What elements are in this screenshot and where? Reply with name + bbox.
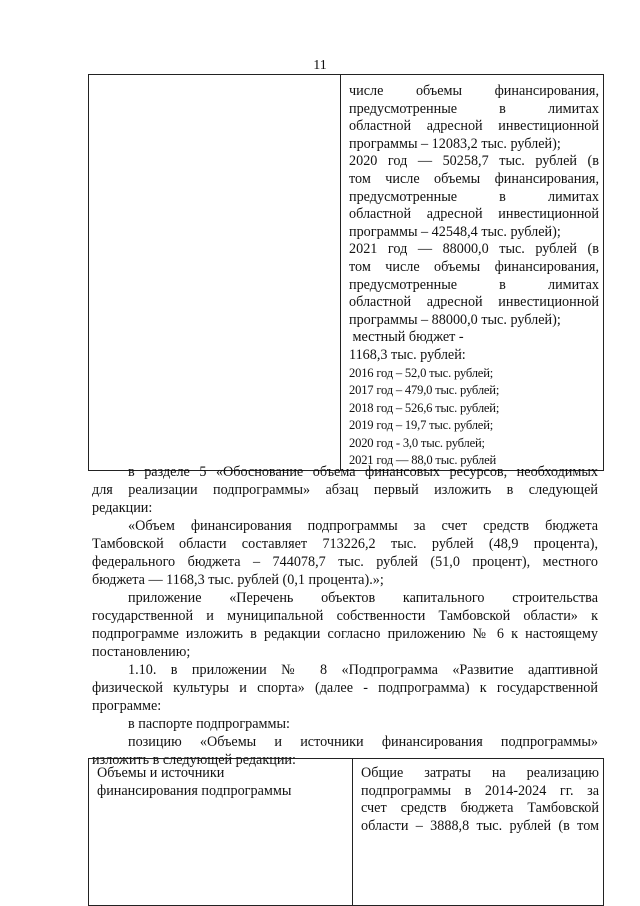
- text-line: 1168,3 тыс. рублей:: [349, 346, 466, 363]
- table-right-cell: [341, 75, 604, 471]
- body-text: [92, 463, 598, 769]
- text-line: счет средств бюджета Тамбовской: [361, 800, 599, 817]
- paragraph-line: изложить в следующей редакции:: [92, 752, 296, 768]
- year-line: 2021 год — 88,0 тыс. рублей: [349, 453, 497, 468]
- paragraph-line: для реализации подпрограммы» абзац первый изложить в следующей: [92, 482, 598, 498]
- paragraph-line: государственной и муниципальной собственности Тамбовской области» к: [92, 608, 598, 624]
- page-number: 11: [313, 58, 327, 73]
- row-label-line: финансирования подпрограммы: [97, 782, 292, 799]
- text-line: областной адресной инвестиционной: [349, 294, 599, 311]
- year-line: 2018 год – 526,6 тыс. рублей;: [349, 400, 500, 415]
- text-line: том числе объемы финансирования,: [349, 170, 599, 187]
- text-line: области – 3888,8 тыс. рублей (в том: [361, 817, 599, 834]
- funding-table-continuation: [88, 74, 604, 471]
- table-left-cell: [89, 75, 341, 471]
- text-line: предусмотренные в лимитах: [349, 276, 599, 293]
- text-line: местный бюджет -: [349, 329, 464, 346]
- text-line: числе объемы финансирования,: [349, 83, 599, 99]
- table-left-cell: [89, 759, 353, 906]
- year-line: 2020 год - 3,0 тыс. рублей;: [349, 435, 485, 450]
- text-line: Общие затраты на реализацию: [361, 765, 599, 781]
- year-line: 2016 год – 52,0 тыс. рублей;: [349, 365, 494, 380]
- text-line: том числе объемы финансирования,: [349, 258, 599, 275]
- paragraph-line: в паспорте подпрограммы:: [128, 716, 290, 732]
- paragraph-line: в разделе 5 «Обоснование объема финансовых ресурсов, необходимых: [128, 464, 598, 480]
- paragraph-line: редакции:: [92, 500, 153, 516]
- paragraph-line: Тамбовской области составляет 713226,2 тыс. рублей (48,9 процента),: [92, 536, 598, 552]
- paragraph-line: подпрограмме изложить в редакции согласно приложению № 6 к настоящему: [92, 626, 598, 642]
- year-line: 2017 год – 479,0 тыс. рублей;: [349, 383, 500, 398]
- paragraph-line: бюджета — 1168,3 тыс. рублей (0,1 процента).»;: [92, 572, 384, 588]
- text-line: 2021 год — 88000,0 тыс. рублей (в: [349, 241, 599, 258]
- paragraph-line: физической культуры и спорта» (далее - подпрограмма) к государственной: [92, 680, 598, 696]
- text-line: программы – 42548,4 тыс. рублей);: [349, 223, 561, 240]
- funding-sources-table: [88, 758, 604, 906]
- text-line: 2020 год — 50258,7 тыс. рублей (в: [349, 153, 599, 170]
- text-line: подпрограммы в 2014-2024 гг. за: [361, 782, 599, 799]
- text-line: программы – 12083,2 тыс. рублей);: [349, 135, 561, 152]
- paragraph-line: постановлению;: [92, 644, 191, 660]
- paragraph-line: 1.10. в приложении № 8 «Подпрограмма «Развитие адаптивной: [128, 662, 598, 678]
- paragraph-line: федерального бюджета – 744078,7 тыс. рублей (51,0 процент), местного: [92, 554, 598, 570]
- paragraph-line: приложение «Перечень объектов капитального строительства: [128, 590, 598, 606]
- row-label-line: Объемы и источники: [97, 765, 225, 781]
- paragraph-line: программе:: [92, 698, 162, 714]
- paragraph-line: позицию «Объемы и источники финансирования подпрограммы»: [128, 734, 598, 750]
- year-line: 2019 год – 19,7 тыс. рублей;: [349, 418, 494, 433]
- paragraph-line: «Объем финансирования подпрограммы за счет средств бюджета: [128, 518, 598, 534]
- table-right-cell: [353, 759, 604, 906]
- text-line: областной адресной инвестиционной: [349, 118, 599, 135]
- text-line: областной адресной инвестиционной: [349, 206, 599, 223]
- text-line: программы – 88000,0 тыс. рублей);: [349, 311, 561, 328]
- text-line: предусмотренные в лимитах: [349, 100, 599, 117]
- text-line: предусмотренные в лимитах: [349, 188, 599, 205]
